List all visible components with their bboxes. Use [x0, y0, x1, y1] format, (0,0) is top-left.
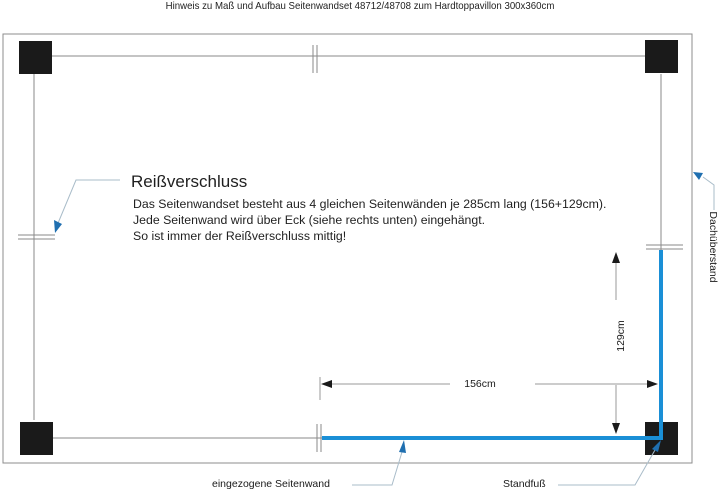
- foot-label: Standfuß: [503, 478, 546, 490]
- dimension-label-vertical: 129cm: [615, 320, 627, 352]
- leader-zipper: [56, 180, 120, 228]
- post-top-right: [645, 40, 678, 73]
- post-bottom-left: [20, 422, 53, 455]
- frame-lines: [34, 56, 661, 438]
- annotation-line: Das Seitenwandset besteht aus 4 gleichen Seitenwänden je 285cm lang (156+129cm).: [133, 197, 607, 211]
- leader-retracted-wall: [352, 452, 402, 485]
- retracted-wall-label: eingezogene Seitenwand: [212, 478, 330, 490]
- zipper-marks: [18, 45, 683, 452]
- diagram-title: Hinweis zu Maß und Aufbau Seitenwandset 48712/48708 zum Hardtoppavillon 300x360cm: [165, 0, 555, 12]
- side-wall-highlight: [322, 250, 661, 438]
- post-top-left: [19, 41, 52, 74]
- arrow-wall-icon: [399, 440, 406, 453]
- annotation-line: Jede Seitenwand wird über Eck (siehe rechts unten) eingehängt.: [133, 213, 486, 227]
- roof-outline: [3, 34, 692, 463]
- arrow-overhang-icon: [693, 172, 703, 180]
- roof-overhang-label: Dachüberstand: [707, 211, 719, 283]
- corner-posts: [19, 40, 678, 455]
- annotation-line: So ist immer der Reißverschluss mittig!: [133, 229, 347, 243]
- zipper-heading: Reißverschluss: [131, 172, 248, 191]
- dimension-label-horizontal: 156cm: [464, 378, 496, 390]
- leader-foot: [558, 450, 655, 485]
